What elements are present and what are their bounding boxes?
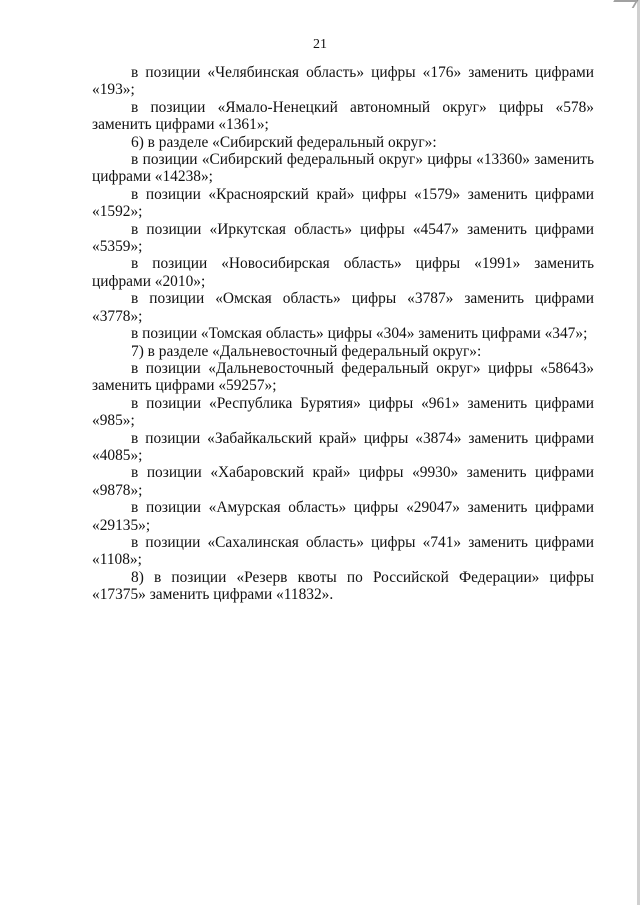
- paragraph-krasnoyarsk: в позиции «Красноярский край» цифры «1579» заменить цифрами «1592»;: [92, 185, 594, 221]
- paragraph-quota-reserve: 8) в позиции «Резерв квоты по Российской Федерации» цифры «17375» заменить цифрами «11832».: [92, 568, 594, 604]
- paragraph-chelyabinsk: в позиции «Челябинская область» цифры «176» заменить цифрами «193»;: [92, 64, 594, 99]
- paragraph-omsk: в позиции «Омская область» цифры «3787» заменить цифрами «3778»;: [92, 290, 594, 325]
- paragraph-buryatia: в позиции «Республика Бурятия» цифры «961» заменить цифрами «985»;: [92, 394, 594, 430]
- paragraph-siberian-section: 6) в разделе «Сибирский федеральный округ»:: [131, 133, 437, 151]
- paragraph-zabaykalsky: в позиции «Забайкальский край» цифры «3874» заменить цифрами «4085»;: [92, 429, 594, 464]
- scan-corner-mark: [610, 0, 639, 8]
- document-body: [92, 64, 594, 604]
- paragraph-tomsk: в позиции «Томская область» цифры «304» заменить цифрами «347»;: [131, 325, 588, 343]
- paragraph-far-eastern-section: 7) в разделе «Дальневосточный федеральный округ»:: [131, 342, 482, 360]
- paragraph-sakhalin: в позиции «Сахалинская область» цифры «741» заменить цифрами «1108»;: [92, 533, 594, 569]
- paragraph-novosibirsk: в позиции «Новосибирская область» цифры «1991» заменить цифрами «2010»;: [92, 255, 594, 290]
- paragraph-far-eastern-district: в позиции «Дальневосточный федеральный округ» цифры «58643» заменить цифрами «59257»;: [92, 359, 594, 395]
- paragraph-irkutsk: в позиции «Иркутская область» цифры «4547» заменить цифрами «5359»;: [92, 220, 594, 256]
- page-number: 21: [313, 37, 327, 52]
- paragraph-yamalo-nenets: в позиции «Ямало-Ненецкий автономный округ» цифры «578» заменить цифрами «1361»;: [92, 98, 594, 134]
- paragraph-siberian-district: в позиции «Сибирский федеральный округ» цифры «13360» заменить цифрами «14238»;: [92, 151, 594, 186]
- paragraph-amur: в позиции «Амурская область» цифры «29047» заменить цифрами «29135»;: [92, 499, 594, 534]
- paragraph-khabarovsk: в позиции «Хабаровский край» цифры «9930» заменить цифрами «9878»;: [92, 464, 594, 499]
